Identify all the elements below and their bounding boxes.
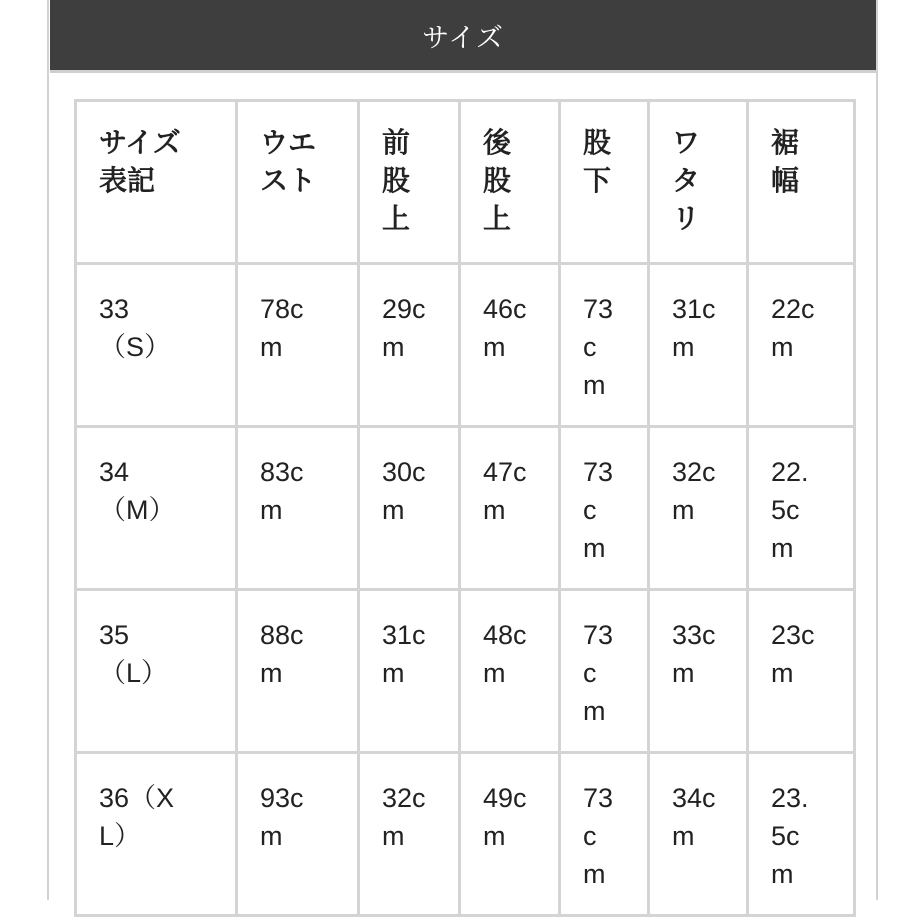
cell-back-rise: 47cm	[461, 428, 561, 591]
cell-waist: 93cm	[238, 754, 360, 917]
header-divider	[50, 70, 876, 73]
cell-inseam: 73cm	[561, 428, 650, 591]
cell-inseam: 73cm	[561, 265, 650, 428]
cell-front-rise: 31cm	[360, 591, 461, 754]
column-header-waist: ウエスト	[238, 102, 360, 265]
cell-thigh: 33cm	[650, 591, 749, 754]
cell-thigh: 32cm	[650, 428, 749, 591]
cell-size: 36（XL）	[77, 754, 238, 917]
cell-size: 35（L）	[77, 591, 238, 754]
cell-inseam: 73cm	[561, 754, 650, 917]
cell-hem: 23.5cm	[749, 754, 856, 917]
table-row	[77, 265, 856, 428]
cell-back-rise: 48cm	[461, 591, 561, 754]
column-header-inseam: 股下	[561, 102, 650, 265]
column-header-hem: 裾幅	[749, 102, 856, 265]
cell-size: 33（S）	[77, 265, 238, 428]
cell-thigh: 34cm	[650, 754, 749, 917]
cell-back-rise: 46cm	[461, 265, 561, 428]
section-title: サイズ	[422, 22, 504, 54]
cell-waist: 78cm	[238, 265, 360, 428]
column-header-thigh: ワタリ	[650, 102, 749, 265]
column-header-front-rise: 前股上	[360, 102, 461, 265]
table-row	[77, 754, 856, 917]
cell-front-rise: 30cm	[360, 428, 461, 591]
cell-thigh: 31cm	[650, 265, 749, 428]
cell-back-rise: 49cm	[461, 754, 561, 917]
cell-hem: 23cm	[749, 591, 856, 754]
cell-hem: 22.5cm	[749, 428, 856, 591]
section-header	[50, 0, 876, 70]
column-header-size: サイズ表記	[77, 102, 238, 265]
table-row	[77, 591, 856, 754]
cell-front-rise: 32cm	[360, 754, 461, 917]
table-row	[77, 428, 856, 591]
cell-waist: 88cm	[238, 591, 360, 754]
cell-hem: 22cm	[749, 265, 856, 428]
cell-waist: 83cm	[238, 428, 360, 591]
cell-inseam: 73cm	[561, 591, 650, 754]
cell-front-rise: 29cm	[360, 265, 461, 428]
table-header-row	[77, 102, 856, 265]
size-table	[74, 99, 856, 917]
cell-size: 34（M）	[77, 428, 238, 591]
column-header-back-rise: 後股上	[461, 102, 561, 265]
